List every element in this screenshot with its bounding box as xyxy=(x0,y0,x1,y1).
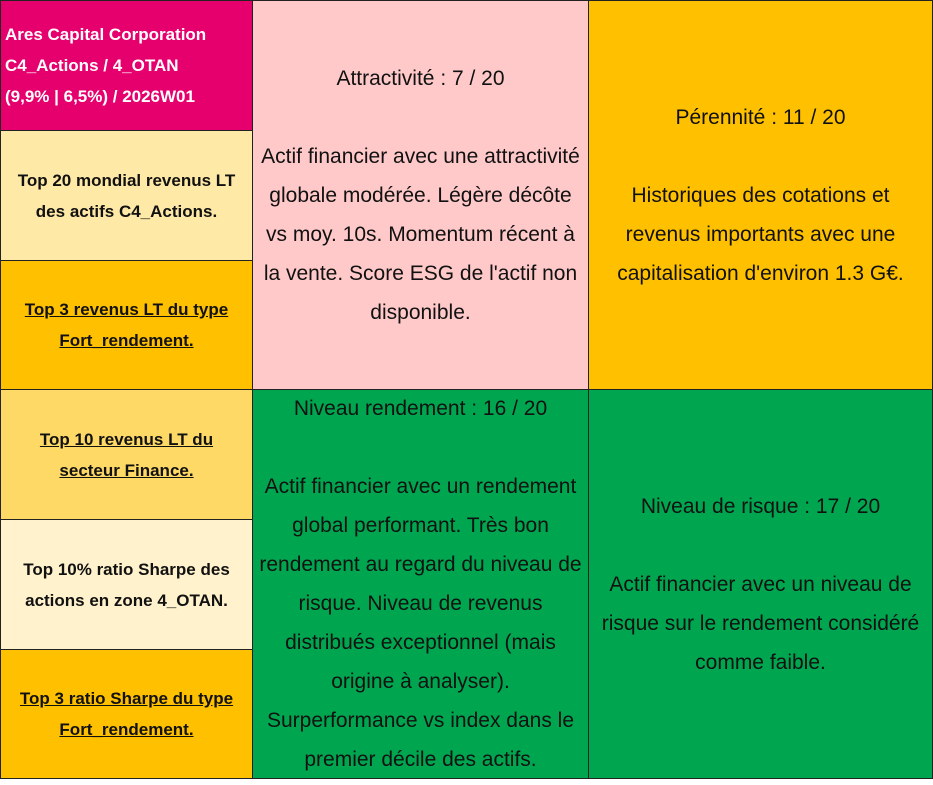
rank-cell-revenus-type xyxy=(0,260,253,390)
rank-text: Top 10 revenus LT du secteur Finance. xyxy=(39,429,214,480)
perennite-panel xyxy=(588,0,933,390)
risque-panel xyxy=(588,389,933,779)
rank-text: Top 3 revenus LT du type Fort_rendement. xyxy=(24,300,229,350)
asset-rates-week: (9,9% | 6,5%) / 2026W01 xyxy=(5,87,195,106)
rank-cell-revenus-secteur xyxy=(0,389,253,520)
rank-text: Top 3 ratio Sharpe du type Fort_rendement. xyxy=(19,689,234,739)
rank-text: Top 10% ratio Sharpe des actions en zone 4_OTAN. xyxy=(23,559,230,610)
rank-cell-sharpe-zone xyxy=(0,519,253,650)
rank-cell-revenus-mondial xyxy=(0,130,253,261)
rendement-title: Niveau rendement : 16 / 20 xyxy=(293,397,548,420)
attractivite-title: Attractivité : 7 / 20 xyxy=(336,66,505,90)
perennite-title: Pérennité : 11 / 20 xyxy=(675,105,846,129)
rendement-description: Actif financier avec un rendement global performant. Très bon rendement au regard du niveau de risque. Niveau de revenus distribués exceptionnel (mais origine à analyser). Surperformance vs index dans le premier décile des actifs. xyxy=(259,475,582,771)
asset-name: Ares Capital Corporation xyxy=(5,25,207,44)
rank-cell-sharpe-type xyxy=(0,649,253,779)
risque-description: Actif financier avec un niveau de risque sur le rendement considéré comme faible. xyxy=(601,572,920,674)
perennite-description: Historiques des cotations et revenus importants avec une capitalisation d'environ 1.3 G€. xyxy=(617,183,904,285)
attractivite-panel xyxy=(252,0,589,390)
asset-header xyxy=(0,0,253,131)
rendement-panel xyxy=(252,389,589,779)
attractivite-description: Actif financier avec une attractivité globale modérée. Légère décôte vs moy. 10s. Momentum récent à la vente. Score ESG de l'actif non disponible. xyxy=(261,144,580,324)
rank-text: Top 20 mondial revenus LT des actifs C4_Actions. xyxy=(17,170,236,221)
asset-category: C4_Actions / 4_OTAN xyxy=(5,56,179,75)
risque-title: Niveau de risque : 17 / 20 xyxy=(640,494,881,518)
